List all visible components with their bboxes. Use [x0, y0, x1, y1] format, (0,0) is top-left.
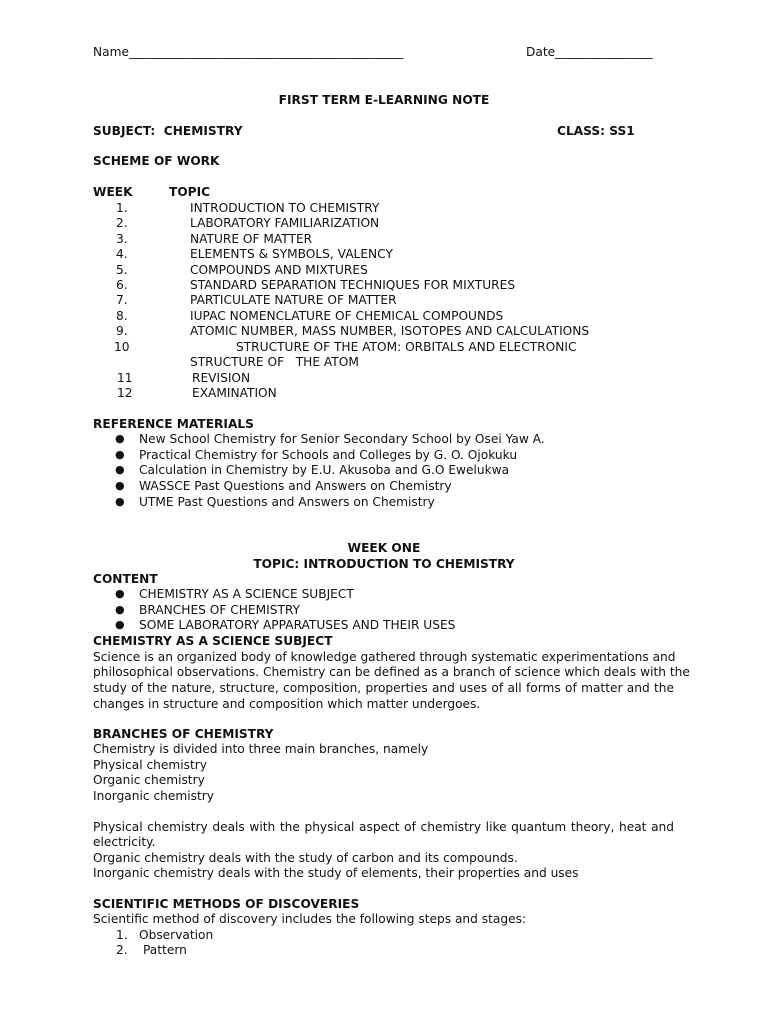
- week-number: 4.: [116, 247, 128, 261]
- methods-intro: Scientific method of discovery includes the following steps and stages:: [93, 912, 527, 926]
- week-topic: STANDARD SEPARATION TECHNIQUES FOR MIXTURES: [190, 278, 516, 292]
- scheme-heading: SCHEME OF WORK: [93, 154, 220, 168]
- topic-column-header: TOPIC: [169, 185, 211, 199]
- week-number: 3.: [116, 232, 128, 246]
- bullet-icon: ●: [115, 432, 125, 445]
- list-item: CHEMISTRY AS A SCIENCE SUBJECT: [139, 587, 354, 601]
- bullet-icon: ●: [115, 479, 125, 492]
- bullet-icon: ●: [115, 603, 125, 616]
- step-label: Observation: [139, 928, 214, 942]
- date-field: Date________________: [526, 45, 653, 59]
- step-label: Pattern: [143, 943, 187, 957]
- week-one-heading: WEEK ONE: [347, 541, 421, 555]
- list-item: Calculation in Chemistry by E.U. Akusoba and G.O Ewelukwa: [139, 463, 510, 477]
- week-topic: LABORATORY FAMILIARIZATION: [190, 216, 380, 230]
- list-item: Practical Chemistry for Schools and Colleges by G. O. Ojokuku: [139, 448, 518, 462]
- paragraph-line: philosophical observations. Chemistry can be defined as a branch of science which deals with the: [93, 665, 690, 679]
- week-number: 12: [117, 386, 133, 400]
- week-topic: IUPAC NOMENCLATURE OF CHEMICAL COMPOUNDS: [190, 309, 504, 323]
- inorganic-chemistry-text: Inorganic chemistry deals with the study of elements, their properties and uses: [93, 866, 579, 880]
- week-topic: NATURE OF MATTER: [190, 232, 313, 246]
- week-topic: PARTICULATE NATURE OF MATTER: [190, 293, 397, 307]
- week-number: 11: [117, 371, 133, 385]
- organic-chemistry-text: Organic chemistry deals with the study of carbon and its compounds.: [93, 851, 518, 865]
- week-number: 5.: [116, 263, 128, 277]
- week-topic: INTRODUCTION TO CHEMISTRY: [190, 201, 380, 215]
- week-number: 7.: [116, 293, 128, 307]
- bullet-icon: ●: [115, 587, 125, 600]
- week-topic: EXAMINATION: [192, 386, 277, 400]
- week-one-topic: TOPIC: INTRODUCTION TO CHEMISTRY: [253, 557, 515, 571]
- list-item: Organic chemistry: [93, 773, 205, 787]
- branches-heading: BRANCHES OF CHEMISTRY: [93, 727, 274, 741]
- content-heading: CONTENT: [93, 572, 158, 586]
- week-number: 1.: [116, 201, 128, 215]
- list-item: BRANCHES OF CHEMISTRY: [139, 603, 301, 617]
- week-column-header: WEEK: [93, 185, 133, 199]
- paragraph-line: study of the nature, structure, composition, properties and uses of all forms of matter and the: [93, 681, 674, 695]
- list-item: WASSCE Past Questions and Answers on Chemistry: [139, 479, 452, 493]
- week-number: 8.: [116, 309, 128, 323]
- list-item: New School Chemistry for Senior Secondary School by Osei Yaw A.: [139, 432, 545, 446]
- references-heading: REFERENCE MATERIALS: [93, 417, 254, 431]
- week-topic: COMPOUNDS AND MIXTURES: [190, 263, 368, 277]
- paragraph-line: Science is an organized body of knowledge gathered through systematic experimentations and: [93, 650, 676, 664]
- week-number: 9.: [116, 324, 128, 338]
- list-item: UTME Past Questions and Answers on Chemistry: [139, 495, 435, 509]
- week-topic: REVISION: [192, 371, 251, 385]
- class-label: CLASS: SS1: [557, 124, 635, 138]
- branches-intro: Chemistry is divided into three main branches, namely: [93, 742, 429, 756]
- methods-heading: SCIENTIFIC METHODS OF DISCOVERIES: [93, 897, 360, 911]
- bullet-icon: ●: [115, 495, 125, 508]
- physical-chemistry-text-cont: electricity.: [93, 835, 156, 849]
- bullet-icon: ●: [115, 618, 125, 631]
- physical-chemistry-text: Physical chemistry deals with the physical aspect of chemistry like quantum theory, heat and: [93, 820, 674, 834]
- week-number: 10: [114, 340, 130, 354]
- week-topic: ATOMIC NUMBER, MASS NUMBER, ISOTOPES AND CALCULATIONS: [190, 324, 590, 338]
- step-number: 1.: [116, 928, 128, 942]
- week-topic-continued: STRUCTURE OF THE ATOM: [190, 355, 359, 369]
- subject-label: SUBJECT: CHEMISTRY: [93, 124, 243, 138]
- list-item: Inorganic chemistry: [93, 789, 214, 803]
- list-item: SOME LABORATORY APPARATUSES AND THEIR USES: [139, 618, 456, 632]
- bullet-icon: ●: [115, 448, 125, 461]
- week-number: 2.: [116, 216, 128, 230]
- week-number: 6.: [116, 278, 128, 292]
- bullet-icon: ●: [115, 463, 125, 476]
- week-topic: STRUCTURE OF THE ATOM: ORBITALS AND ELECTRONIC: [236, 340, 577, 354]
- step-number: 2.: [116, 943, 128, 957]
- name-field: Name_____________________________________________: [93, 45, 404, 59]
- week-topic: ELEMENTS & SYMBOLS, VALENCY: [190, 247, 393, 261]
- science-subject-heading: CHEMISTRY AS A SCIENCE SUBJECT: [93, 634, 333, 648]
- page-title: FIRST TERM E-LEARNING NOTE: [278, 93, 490, 107]
- list-item: Physical chemistry: [93, 758, 207, 772]
- paragraph-line: changes in structure and composition which matter undergoes.: [93, 697, 481, 711]
